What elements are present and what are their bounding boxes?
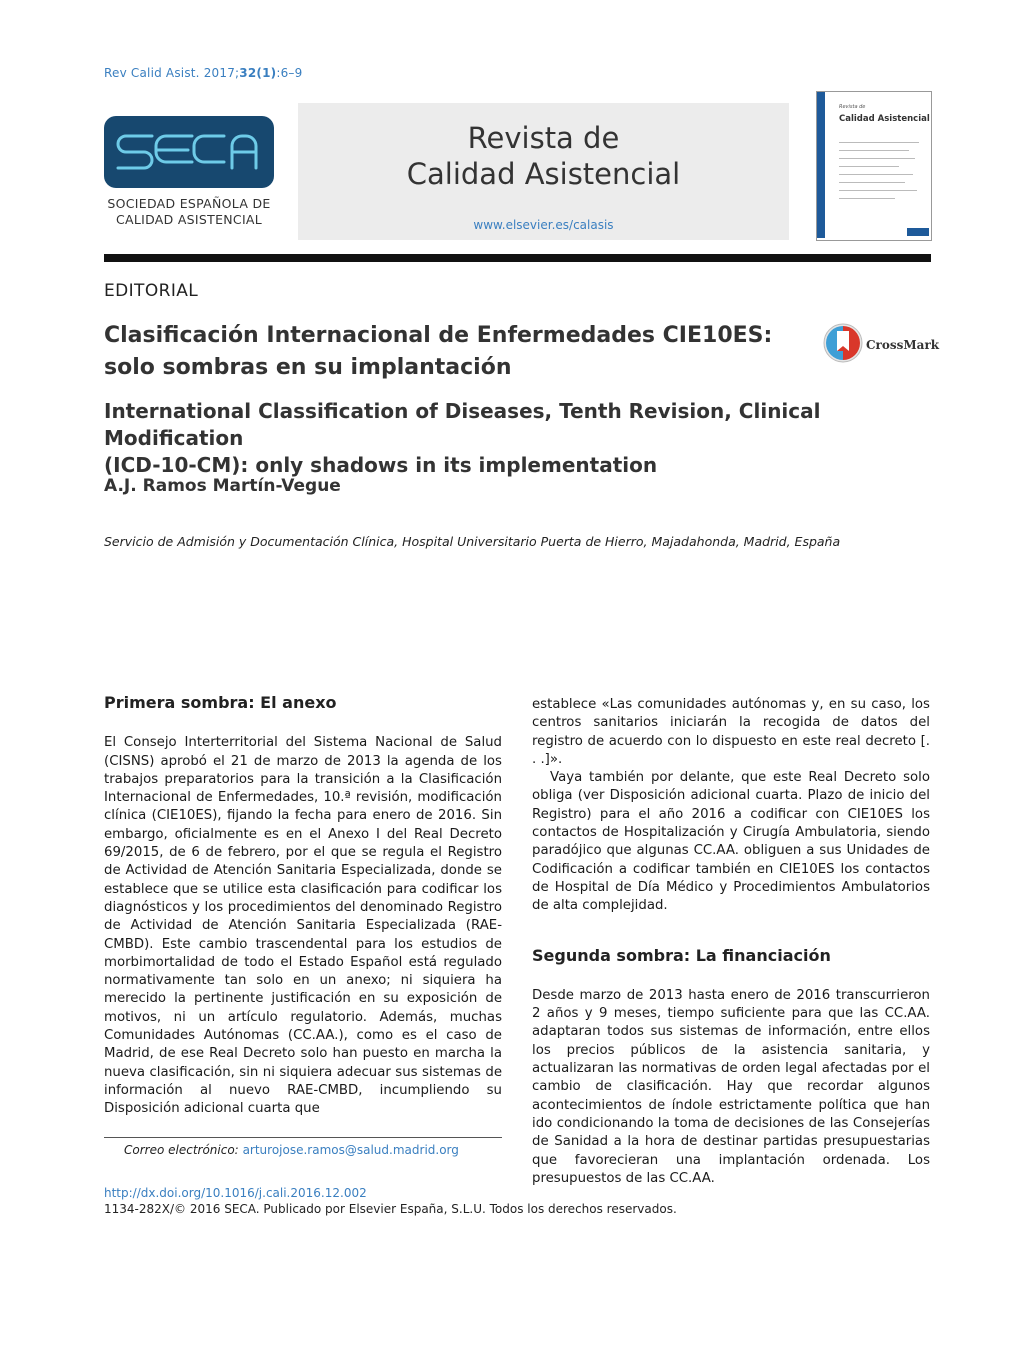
paragraph: establece «Las comunidades autónomas y, en su caso, los centros sanitarios iniciarán la recogida de datos del registro de acuerdo con lo dispuesto en este real decreto [. . .]». [532, 697, 930, 767]
seca-subtitle: SOCIEDAD ESPAÑOLA DE CALIDAD ASISTENCIAL [107, 196, 271, 227]
article-title-spanish: Clasificación Internacional de Enfermedades CIE10ES: solo sombras en su implantación [104, 323, 773, 380]
author-name: A.J. Ramos Martín-Vegue [104, 476, 341, 496]
header-divider [104, 254, 931, 262]
paragraph: Desde marzo de 2013 hasta enero de 2016 transcurrieron 2 años y 9 meses, tiempo suficiente para que las CC.AA. adaptaran todos sus sistemas de información, entre ellos los precios públicos de la asistencia sanitaria, y actualizaran las normativas de orden legal afectadas por el cambio de clasificación. Hay que recordar algunos acontecimientos de índole estrictamente política que han ido condicionando la toma de decisiones de las Consejerías de Sanidad a la hora de destinar partidas presupuestarias que favorecieran una implantación ordenada. Los presupuestos de las CC.AA. [532, 987, 930, 1186]
crossmark-label[interactable]: CrossMark [866, 338, 940, 352]
doi-link[interactable]: http://dx.doi.org/10.1016/j.cali.2016.12.002 [104, 1186, 367, 1200]
journal-url-link[interactable]: www.elsevier.es/calasis [473, 218, 614, 232]
paragraph: El Consejo Interterritorial del Sistema Nacional de Salud (CISNS) aprobó el 21 de marzo de 2013 la agenda de los trabajos preparatorios para la transición a la Clasificación Internacional de Enfermedades, 10.ª revisión, modificación clínica (CIE10ES), fijando la fecha para enero de 2016. Sin embargo, oficialmente es en el Anexo I del Real Decreto 69/2015, de 6 de febrero, por el que se regula el Registro de Actividad de Atención Sanitaria Especializada, donde se establece que se utilice esta clasificación para codificar los diagnósticos y los procedimientos del denominado Registro de Actividad de Atención Sanitaria Especializada (RAE-CMBD). Este cambio trascendental para los estudios de morbimortalidad de todo el Estado Español está regulado normativamente tan solo en un anexo; ni siquiera ha merecido la pertinente justificación en su exposición de motivos, ni un artículo regulatorio. Además, muchas Comunidades Autónomas (CC.AA.), como es el caso de Madrid, de ese Real Decreto solo han puesto en marcha la nueva clasificación, sin ni siquiera adecuar sus sistemas de información al nuevo RAE-CMBD, incumpliendo su Disposición adicional cuarta que [104, 735, 502, 1117]
paragraph: Vaya también por delante, que este Real Decreto solo obliga (ver Disposición adicional cuarta. Plazo de inicio del Registro) para el año 2016 a codificar con CIE10ES los contactos de Hospitalización y Cirugía Ambulatoria, siendo paradójico que algunas CC.AA. obliguen a sus Unidades de Codificación a codificar también en CIE10ES los contactos de Hospital de Día Médico y Procedimientos Ambulatorios de alta complejidad. [532, 770, 930, 914]
section-heading: Primera sombra: El anexo [104, 693, 337, 712]
journal-cover-thumbnail: Revista de Calidad Asistencial [816, 91, 932, 241]
copyright-notice: 1134-282X/© 2016 SECA. Publicado por Elsevier España, S.L.U. Todos los derechos reservados. [104, 1202, 677, 1216]
body-column-right [532, 696, 930, 1188]
journal-citation: Rev Calid Asist. 2017;32(1):6–9 [104, 66, 303, 80]
email-link[interactable]: arturojose.ramos@salud.madrid.org [242, 1143, 459, 1157]
crossmark-icon[interactable] [822, 322, 864, 364]
footnote-divider [104, 1137, 502, 1138]
body-column-left [104, 694, 502, 1119]
footnote: Correo electrónico: arturojose.ramos@salud.madrid.org [124, 1143, 459, 1157]
seca-logo [104, 116, 274, 188]
section-label: EDITORIAL [104, 281, 199, 301]
seca-logo-mark-icon [104, 116, 274, 188]
journal-title: Revista de Calidad Asistencial [406, 121, 681, 191]
article-title-english: International Classification of Diseases, Tenth Revision, Clinical Modification (ICD-10-CM): only shadows in its implementation [104, 399, 821, 477]
author-affiliation: Servicio de Admisión y Documentación Clínica, Hospital Universitario Puerta de Hierro, Majadahonda, Madrid, España [104, 534, 841, 549]
section-heading: Segunda sombra: La financiación [532, 945, 831, 965]
